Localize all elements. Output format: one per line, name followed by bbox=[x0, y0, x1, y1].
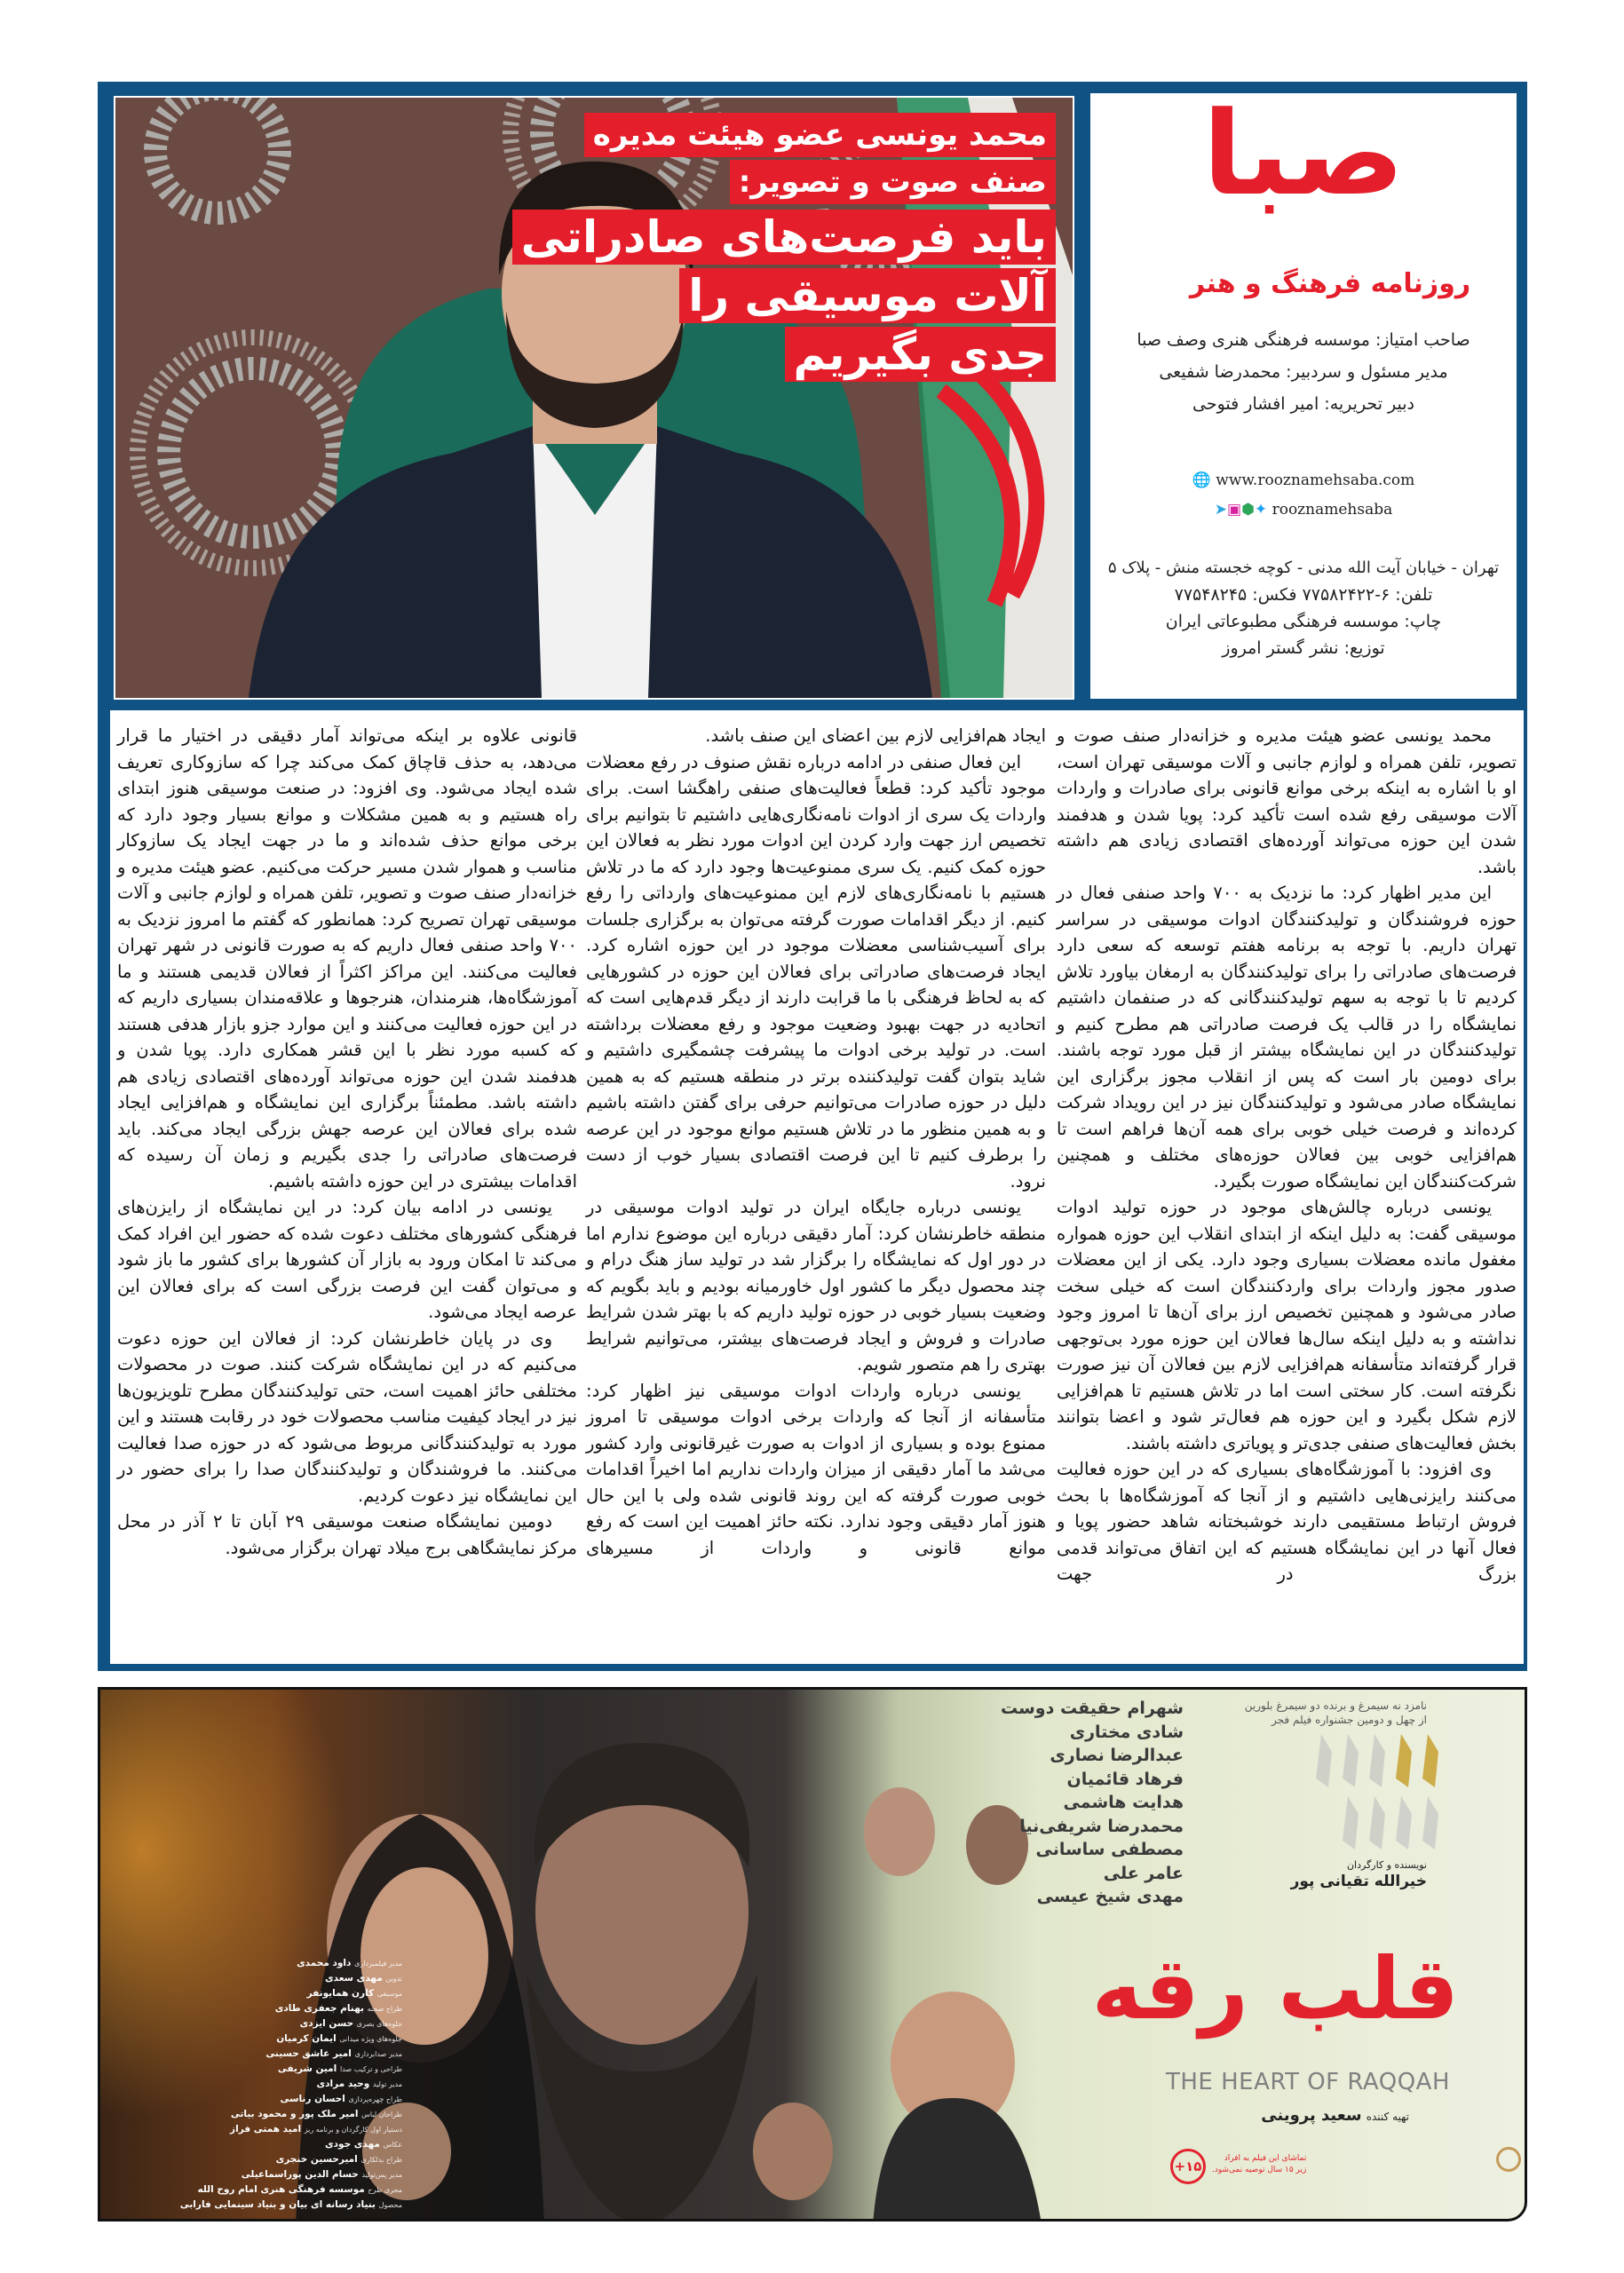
article-column-2 bbox=[586, 723, 1046, 1561]
director-credit bbox=[1291, 1858, 1427, 1891]
distribution-line: توزیع: نشر گستر امروز bbox=[1222, 638, 1385, 658]
credit-role: تدوین bbox=[385, 1975, 402, 1983]
logo-wordmark: صبا bbox=[1202, 86, 1405, 221]
credit-line bbox=[109, 2122, 402, 2137]
paragraph: دومین نمایشگاه صنعت موسیقی ۲۹ آبان تا ۲ آذر در محل مرکز نمایشگاهی برج میلاد تهران برگزار می‌شود. bbox=[117, 1511, 577, 1558]
credit-name: داود محمدی bbox=[297, 1958, 352, 1968]
credit-line bbox=[109, 2167, 402, 2182]
credit-line bbox=[109, 2077, 402, 2092]
website-link[interactable]: www.rooznamehsaba.com bbox=[1216, 471, 1415, 489]
credit-line bbox=[109, 1956, 402, 1971]
age-warning-line: تماشای این فیلم به افراد bbox=[1224, 2154, 1307, 2163]
credit-name: بنیاد رسانه ای بیان و بنیاد سینمایی فارابی bbox=[179, 2199, 376, 2210]
editor-line: مدیر مسئول و سردبیر: محمدرضا شفیعی bbox=[1159, 362, 1448, 382]
cast-name: عامر علی bbox=[1103, 1863, 1184, 1883]
cast-name: مصطفی ساسانی bbox=[1035, 1840, 1184, 1859]
credit-role: طراح بدلکاری bbox=[360, 2156, 402, 2164]
credit-name: امیرحسین خنجری bbox=[275, 2154, 358, 2165]
credit-role: عکاس bbox=[383, 2141, 402, 2149]
credit-line bbox=[109, 1986, 402, 2001]
paragraph: این مدیر اظهار کرد: ما نزدیک به ۷۰۰ واحد صنفی فعال در حوزه فروشندگان و تولیدکنندگان ادوات موسیقی در سراسر تهران داریم. با توجه به برنامه هفتم توسعه که سعی دارد فرصت‌های صادراتی را برای تولیدکنندگان به ارمغان بیاورد تلاش کردیم تا با توجه به سهم تولیدکنندگانی که در صنفمان داشتیم نمایشگاه را در قالب یک فرصت صادراتی هم مطرح کنیم و تولیدکنندگان در این نمایشگاه بیشتر از قبل مورد توجه باشند. برای دومین بار است که پس از انقلاب مجوز برگزاری این نمایشگاه صادر می‌شود و تولیدکنندگان نیز در این رویداد شرکت کرده‌اند و فرصت خیلی خوبی برای همه آن‌ها فراهم است تا هم‌افزایی خوبی بین فعالان حوزه‌های مختلف و همچنین شرکت‌کنندگان این نمایشگاه صورت بگیرد. bbox=[1057, 883, 1517, 1192]
credit-line bbox=[109, 2137, 402, 2152]
cast-name: شادی مختاری bbox=[1069, 1722, 1184, 1742]
cast-name: فرهاد قائمیان bbox=[1066, 1769, 1184, 1789]
cast-name: محمدرضا شریفی‌نیا bbox=[1019, 1816, 1184, 1836]
credit-role: دستیار اول کارگردان و برنامه ریز bbox=[304, 2126, 402, 2134]
credit-role: طراح صحنه bbox=[367, 2005, 402, 2013]
credit-name: کارن همایونفر bbox=[306, 1988, 375, 1999]
producer-label: تهیه کننده bbox=[1366, 2111, 1409, 2123]
film-poster bbox=[98, 1687, 1527, 2222]
masthead bbox=[1090, 86, 1517, 699]
credit-name: مهدی سعدی bbox=[325, 1973, 383, 1984]
paragraph: یونسی در ادامه بیان کرد: در این نمایشگاه از رایزن‌های فرهنگی کشورهای مختلف دعوت شده که حضور این افراد کمک می‌کند تا امکان ورود به بازار آن کشورها برای کشور ما باز شود و می‌توان گفت این فرصت بزرگی است که برای فعالان این عرصه ایجاد می‌شود. bbox=[117, 1197, 577, 1322]
headline-title-1: باید فرصت‌های صادراتی bbox=[512, 210, 1056, 265]
twitter-icon: ✦ bbox=[1254, 501, 1268, 519]
credit-name: حسام الدین پوراسماعیلی bbox=[241, 2169, 359, 2180]
paragraph: وی افزود: با آموزشگاه‌های بسیاری که در این حوزه فعالیت می‌کنند رایزنی‌هایی داشتیم و از آنجا که آموزشگاه‌ها با بحث فروش ارتباط مستقیمی دارند خوشبختانه شاهد حضور پویا و فعال آنها در این نمایشگاه هستیم که این اتفاق می‌تواند قدمی بزرگ در جهت bbox=[1057, 1459, 1517, 1584]
credit-line bbox=[109, 1971, 402, 1986]
aparat-icon: ⬢ bbox=[1241, 501, 1255, 519]
credit-role: طراحان لباس bbox=[361, 2111, 402, 2119]
credit-name: ایمان کرمیان bbox=[276, 2033, 337, 2044]
credit-name: امیر ملک پور و محمود بیاتی bbox=[230, 2109, 359, 2119]
credit-line bbox=[109, 2031, 402, 2047]
awards-text bbox=[1245, 1699, 1427, 1727]
credit-role: مجری طرح bbox=[368, 2186, 402, 2194]
headline-kicker-2: صنف صوت و تصویر: bbox=[730, 160, 1056, 204]
credit-role: مدیر پس‌تولید bbox=[361, 2171, 402, 2179]
credit-name: موسسه فرهنگی هنری امام روح الله bbox=[197, 2184, 365, 2195]
credit-line bbox=[109, 2092, 402, 2107]
credit-role: مدیر صدابرداری bbox=[354, 2050, 402, 2058]
telegram-icon: ➤ bbox=[1214, 501, 1228, 519]
credit-line bbox=[109, 2107, 402, 2122]
credit-line bbox=[109, 2198, 402, 2213]
producer-credit bbox=[1261, 2104, 1409, 2128]
paragraph: قانونی علاوه بر اینکه می‌تواند آمار دقیقی در اختیار ما قرار می‌دهد، به حذف قاچاق کمک می‌کند چرا که سازوکاری تعریف شده ایجاد می‌شود. وی افزود: در صنعت موسیقی هنوز ابتدای راه هستیم و به همین مشکلات و موانع بسیار وجود دارد که برخی موانع حذف شده‌اند و ما در جهت ایجاد یک سازوکار مناسب و هموار شدن مسیر حرکت می‌کنیم. عضو هیئت مدیره و خزانه‌دار صنف صوت و تصویر، تلفن همراه و لوازم جانبی و آلات موسیقی تهران تصریح کرد: همانطور که گفتم ما امروز نزدیک به ۷۰۰ واحد صنفی فعال داریم که به صورت قانونی در شهر تهران فعالیت می‌کنند. این مراکز اکثراً از فعالان قدیمی هستند و ما آموزشگاه‌ها، هنرمندان، هنرجوها و علاقه‌مندان بسیاری داریم که در این حوزه فعالیت می‌کنند و این موارد جزو بازار هدفی هستند که کسبه مورد نظر با این قشر همکاری دارد. پویا شدن و هدفمند شدن این حوزه می‌تواند آورده‌های اقتصادی زیادی هم داشته باشد. مطمئناً برگزاری این نمایشگاه و هم‌افزایی ایجاد شده برای فعالان این عرصه جهش بزرگی ایجاد می‌کند. باید فرصت‌های صادراتی را جدی بگیریم و زمان آن رسیده که اقدامات بیشتری در این حوزه داشته باشیم. bbox=[117, 725, 577, 1192]
credit-line bbox=[109, 2016, 402, 2031]
cast-name: شهرام حقیقت دوست bbox=[1001, 1699, 1184, 1718]
age-rating-badge: +۱۵ bbox=[1170, 2149, 1206, 2184]
article-body bbox=[110, 710, 1524, 1664]
credit-name: حسن ایزدی bbox=[299, 2018, 354, 2029]
simorgh-award-icons bbox=[1396, 1734, 1438, 1787]
article-column-1 bbox=[1057, 723, 1517, 1588]
paragraph: یونسی درباره چالش‌های موجود در حوزه تولید ادوات موسیقی گفت: به دلیل اینکه از ابتدای انقلاب این حوزه همواره مغفول مانده معضلات بسیاری وجود دارد. یکی از این معضلات صدور مجوز واردات برای واردکنندگان است که خیلی سخت صادر می‌شود و همچنین تخصیص ارز برای آن‌ها تا امروز وجود نداشته و به دلیل اینکه سال‌ها فعالان این حوزه مورد بی‌توجهی قرار گرفته‌اند متأسفانه هم‌افزایی لازم بین فعالان آن نیز صورت نگرفته است. کار سختی است اما در تلاش هستیم تا هم‌افزایی لازم شکل بگیرد و این حوزه هم فعال‌تر شود و اعضا بتوانند بخش فعالیت‌های صنفی جدی‌تر و پویاتری داشته باشند. bbox=[1057, 1197, 1517, 1453]
cast-name: هدایت هاشمی bbox=[1063, 1793, 1184, 1812]
credit-line bbox=[109, 2182, 402, 2198]
credit-role: جلوه‌های بصری bbox=[356, 2020, 402, 2028]
credit-role: موسیقی bbox=[376, 1990, 402, 1998]
awards-line: از چهل و دومین جشنواره فیلم فجر bbox=[1271, 1714, 1427, 1726]
credit-role: جلوه‌های ویژه میدانی bbox=[339, 2035, 402, 2043]
credit-line bbox=[109, 2152, 402, 2167]
logo-tagline: روزنامه فرهنگ و هنر bbox=[1189, 268, 1471, 299]
phone-line: تلفن: ۶-۷۷۵۸۲۴۲۲ فکس: ۷۷۵۴۸۲۴۵ bbox=[1174, 585, 1433, 605]
headline-title-3: جدی بگیریم bbox=[785, 327, 1057, 382]
paragraph: محمد یونسی عضو هیئت مدیره و خزانه‌دار صنف صوت و تصویر، تلفن همراه و لوازم جانبی و آلات موسیقی تهران است، او با اشاره به اینکه برخی موانع قانونی برای صادرات و واردات آلات موسیقی رفع شده است تأکید کرد: پویا شدن و هدفمند شدن این حوزه می‌تواند آورده‌های اقتصادی زیادی هم داشته باشد. bbox=[1057, 725, 1517, 877]
title-fa: قلب رقه bbox=[1091, 1939, 1459, 2039]
credit-name: امید همتی فراز bbox=[230, 2124, 302, 2134]
cast-name: عبدالرضا نصاری bbox=[1050, 1746, 1184, 1765]
credit-name: وحید مرادی bbox=[316, 2079, 370, 2089]
credit-name: امیر عاشق حسینی bbox=[265, 2048, 352, 2059]
age-warning-line: زیر ۱۵ سال توصیه نمی‌شود. bbox=[1212, 2166, 1307, 2174]
director-label: نویسنده و کارگردان bbox=[1346, 1859, 1427, 1871]
age-warning bbox=[1212, 2153, 1306, 2176]
credit-role: مدیر تولید bbox=[372, 2080, 402, 2088]
awards-line: نامزد نه سیمرغ و برنده دو سیمرغ بلورین bbox=[1244, 1699, 1427, 1712]
credit-role: طراح چهره‌پردازی bbox=[348, 2095, 402, 2103]
globe-icon: 🌐 bbox=[1192, 471, 1211, 489]
title-en: THE HEART OF RAQQAH bbox=[1166, 2069, 1451, 2095]
credit-line bbox=[109, 2001, 402, 2016]
saba-logo bbox=[1117, 86, 1490, 299]
producer-name: سعید پروینی bbox=[1261, 2106, 1362, 2125]
crew-credits bbox=[109, 1956, 402, 2213]
paragraph: یونسی درباره واردات ادوات موسیقی نیز اظهار کرد: متأسفانه از آنجا که واردات برخی ادوات موسیقی تا امروز ممنوع بوده و بسیاری از ادوات به صورت غیرقانونی وارد کشور می‌شد ما آمار دقیقی از میزان واردات نداریم اما اخیراً اقدامات خوبی صورت گرفته که این روند قانونی شده ولی با این حال هنوز آمار دقیقی وجود ندارد. نکته حائز اهمیت این است که رفع موانع قانونی و واردات از مسیرهای bbox=[586, 1380, 1046, 1558]
paragraph: ایجاد هم‌افزایی لازم بین اعضای این صنف باشد. bbox=[705, 725, 1046, 746]
credit-name: بهنام جعفری طادی bbox=[274, 2003, 364, 2014]
credit-role: محصول bbox=[378, 2201, 402, 2209]
paragraph: این فعال صنفی در ادامه درباره نقش صنوف در رفع معضلات موجود تأکید کرد: قطعاً فعالیت‌های صنفی راهگشا است. برای واردات یک سری از ادوات نامه‌نگاری‌هایی داشتیم تا بتوانیم برای تخصیص ارز جهت وارد کردن این ادوات مورد نظر به فعالان این حوزه کمک کنیم. یک سری ممنوعیت‌ها وجود دارد که ما در تلاش هستیم با نامه‌نگاری‌های لازم این ممنوعیت‌های وارداتی را رفع کنیم. از دیگر اقدامات صورت گرفته می‌توان به برگزاری جلسات برای آسیب‌شناسی معضلات موجود در این حوزه اشاره کرد. ایجاد فرصت‌های صادراتی برای فعالان این حوزه در کشورهایی که به لحاظ فرهنگی با ما قرابت دارند از دیگر قدم‌هایی است که اتحادیه در جهت بهبود وضعیت موجود و رفع معضلات برداشته است. در تولید برخی ادوات ما پیشرفت چشمگیری داشتیم و شاید بتوان گفت تولیدکننده برتر در منطقه هستیم که به همین دلیل در حوزه صادرات می‌توانیم حرفی برای گفتن داشته باشیم و به همین منظور ما در تلاش هستیم موانع موجود در این عرصه را برطرف کنیم تا این فرصت اقتصادی بسیار خوب از دست نرود. bbox=[586, 751, 1046, 1192]
headline-kicker-1: محمد یونسی عضو هیئت مدیره bbox=[584, 113, 1056, 157]
credit-role: طراحی و ترکیب صدا bbox=[339, 2065, 402, 2073]
owner-line: صاحب امتیاز: موسسه فرهنگی هنری وصف صبا bbox=[1137, 330, 1470, 350]
chief-editor-line: دبیر تحریریه: امیر افشار فتوحی bbox=[1192, 394, 1414, 414]
director-name: خیرالله تقیانی پور bbox=[1290, 1873, 1427, 1890]
credit-name: امین شریفی bbox=[277, 2063, 337, 2074]
credit-name: مهدی جودی bbox=[324, 2139, 380, 2150]
headline-title-2: آلات موسیقی را bbox=[679, 268, 1056, 323]
print-line: چاپ: موسسه فرهنگی مطبوعاتی ایران bbox=[1165, 612, 1442, 631]
cast-name: مهدی شیخ عیسی bbox=[1036, 1887, 1184, 1906]
distributor-logo bbox=[1496, 2147, 1521, 2172]
credit-name: احسان رناسی bbox=[280, 2094, 345, 2104]
article-column-3 bbox=[117, 723, 577, 1561]
paragraph: وی در پایان خاطرنشان کرد: از فعالان این حوزه دعوت می‌کنیم که در این نمایشگاه شرکت کنند. صوت در محصولات مختلفی حائز اهمیت است، حتی تولیدکنندگان مطرح تلویزیون‌ها نیز در ایجاد کیفیت مناسب محصولات خود در رقابت هستند و این مورد به تولیدکنندگانی مربوط می‌شود که در حوزه صدا فعالیت می‌کنند. ما فروشندگان و تولیدکنندگان صدا را برای حضور در این نمایشگاه نیز دعوت کردیم. bbox=[117, 1327, 577, 1506]
credit-line bbox=[109, 2047, 402, 2062]
cast-list bbox=[1001, 1697, 1184, 1909]
credit-role: مدیر فیلمبرداری bbox=[354, 1960, 402, 1968]
credit-line bbox=[109, 2062, 402, 2077]
instagram-icon: ▣ bbox=[1227, 501, 1242, 519]
paragraph: یونسی درباره جایگاه ایران در تولید ادوات موسیقی در منطقه خاطرنشان کرد: آمار دقیقی درباره این موضوع ندارم اما در دور اول که نمایشگاه را برگزار شد در تولید ساز هنگ درام و چند محصول دیگر ما کشور اول خاورمیانه بودیم و باید بگویم که وضعیت بسیار خوبی در حوزه تولید داریم که با بهتر شدن شرایط صادرات و فروش و ایجاد فرصت‌های بیشتر، می‌توانیم شرایط بهتری را هم متصور شویم. bbox=[586, 1197, 1046, 1374]
social-handle[interactable]: rooznamehsaba bbox=[1271, 501, 1393, 519]
address-line: تهران - خیابان آیت الله مدنی - کوچه خجسته منش - پلاک ۵ bbox=[1107, 558, 1500, 577]
